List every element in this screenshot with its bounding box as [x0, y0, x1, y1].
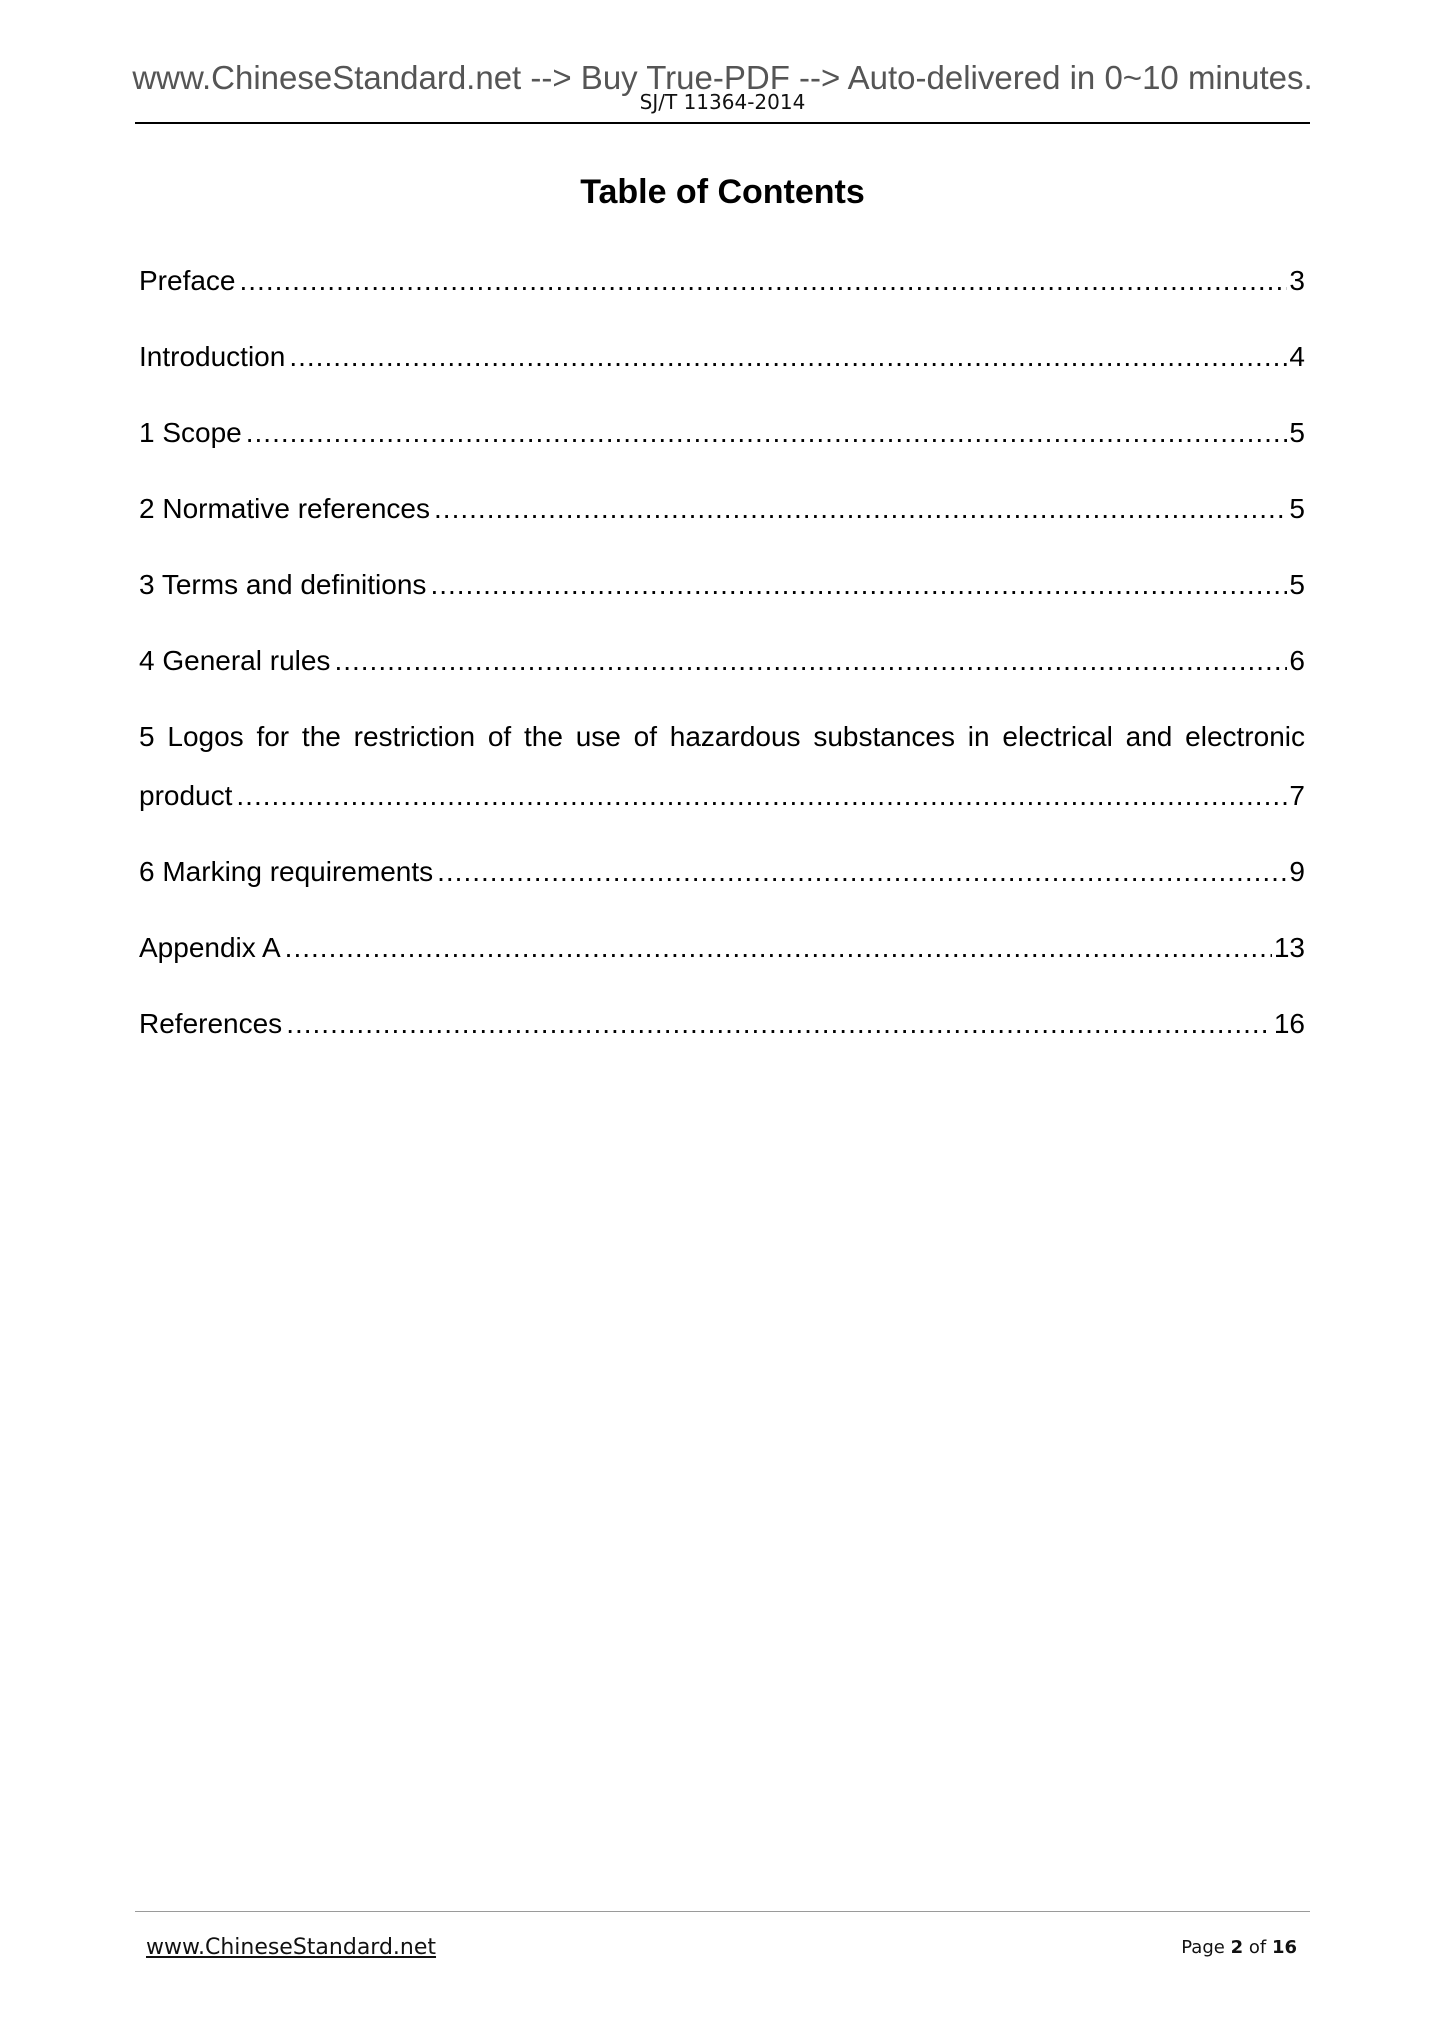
- toc-entry-normative-references[interactable]: [139, 489, 1305, 529]
- toc-entry-label-line1: 5 Logos for the restriction of the use of hazardous substances in electrical and electronic: [139, 721, 1305, 752]
- toc-entry-label: 6 Marking requirements: [139, 856, 434, 887]
- toc-entry-label: 1 Scope: [139, 417, 242, 448]
- dot-leader: [334, 641, 1287, 681]
- page-of: of: [1248, 1937, 1267, 1958]
- toc-entry-label: References: [139, 1008, 283, 1039]
- toc-entry-page: 13: [1273, 932, 1305, 963]
- toc-title: Table of Contents: [580, 173, 865, 211]
- toc-entry-appendix-a[interactable]: [139, 928, 1305, 968]
- header-rule: [135, 122, 1310, 124]
- toc-entry-page: 9: [1289, 856, 1305, 887]
- dot-leader: [286, 1004, 1272, 1044]
- toc-entry-page: 7: [1289, 780, 1305, 811]
- page-prefix: Page: [1181, 1937, 1225, 1958]
- dot-leader: [285, 928, 1272, 968]
- toc-entry-page: 3: [1289, 265, 1305, 296]
- toc-list: [139, 261, 1305, 1080]
- toc-entry-page: 4: [1289, 341, 1305, 372]
- dot-leader: [430, 565, 1287, 605]
- toc-entry-label: Appendix A: [139, 932, 281, 963]
- dot-leader: [246, 413, 1288, 453]
- toc-entry-marking-requirements[interactable]: [139, 852, 1305, 892]
- toc-entry-page: 5: [1289, 417, 1305, 448]
- footer-rule: [135, 1911, 1310, 1912]
- page-number: [1181, 1936, 1297, 1960]
- toc-entry-page: 6: [1289, 645, 1305, 676]
- toc-entry-page: 5: [1289, 569, 1305, 600]
- toc-entry-introduction[interactable]: [139, 337, 1305, 377]
- toc-entry-label-line2: product: [139, 780, 233, 811]
- toc-entry-preface[interactable]: [139, 261, 1305, 301]
- dot-leader: [236, 776, 1287, 816]
- toc-entry-scope[interactable]: [139, 413, 1305, 453]
- footer-site-link[interactable]: www.ChineseStandard.net: [146, 1935, 437, 1960]
- toc-entry-label: 4 General rules: [139, 645, 331, 676]
- dot-leader: [289, 337, 1287, 377]
- header-banner: www.ChineseStandard.net --> Buy True-PDF --> Auto-delivered in 0~10 minutes.: [132, 59, 1313, 96]
- dot-leader: [434, 489, 1287, 529]
- toc-entry-page: 5: [1289, 493, 1305, 524]
- toc-entry-label: 2 Normative references: [139, 493, 431, 524]
- toc-entry-label: 3 Terms and definitions: [139, 569, 427, 600]
- page-total: 16: [1271, 1937, 1297, 1958]
- standard-code: SJ/T 11364-2014: [639, 90, 806, 114]
- dot-leader: [437, 852, 1287, 892]
- toc-entry-logos[interactable]: [139, 717, 1305, 816]
- toc-entry-general-rules[interactable]: [139, 641, 1305, 681]
- toc-entry-label: Introduction: [139, 341, 286, 372]
- toc-entry-references[interactable]: [139, 1004, 1305, 1044]
- toc-entry-terms-definitions[interactable]: [139, 565, 1305, 605]
- page-current: 2: [1230, 1937, 1244, 1958]
- toc-entry-page: 16: [1273, 1008, 1305, 1039]
- toc-entry-label: Preface: [139, 265, 236, 296]
- toc-entry-second-line: [139, 776, 1305, 816]
- dot-leader: [240, 261, 1288, 301]
